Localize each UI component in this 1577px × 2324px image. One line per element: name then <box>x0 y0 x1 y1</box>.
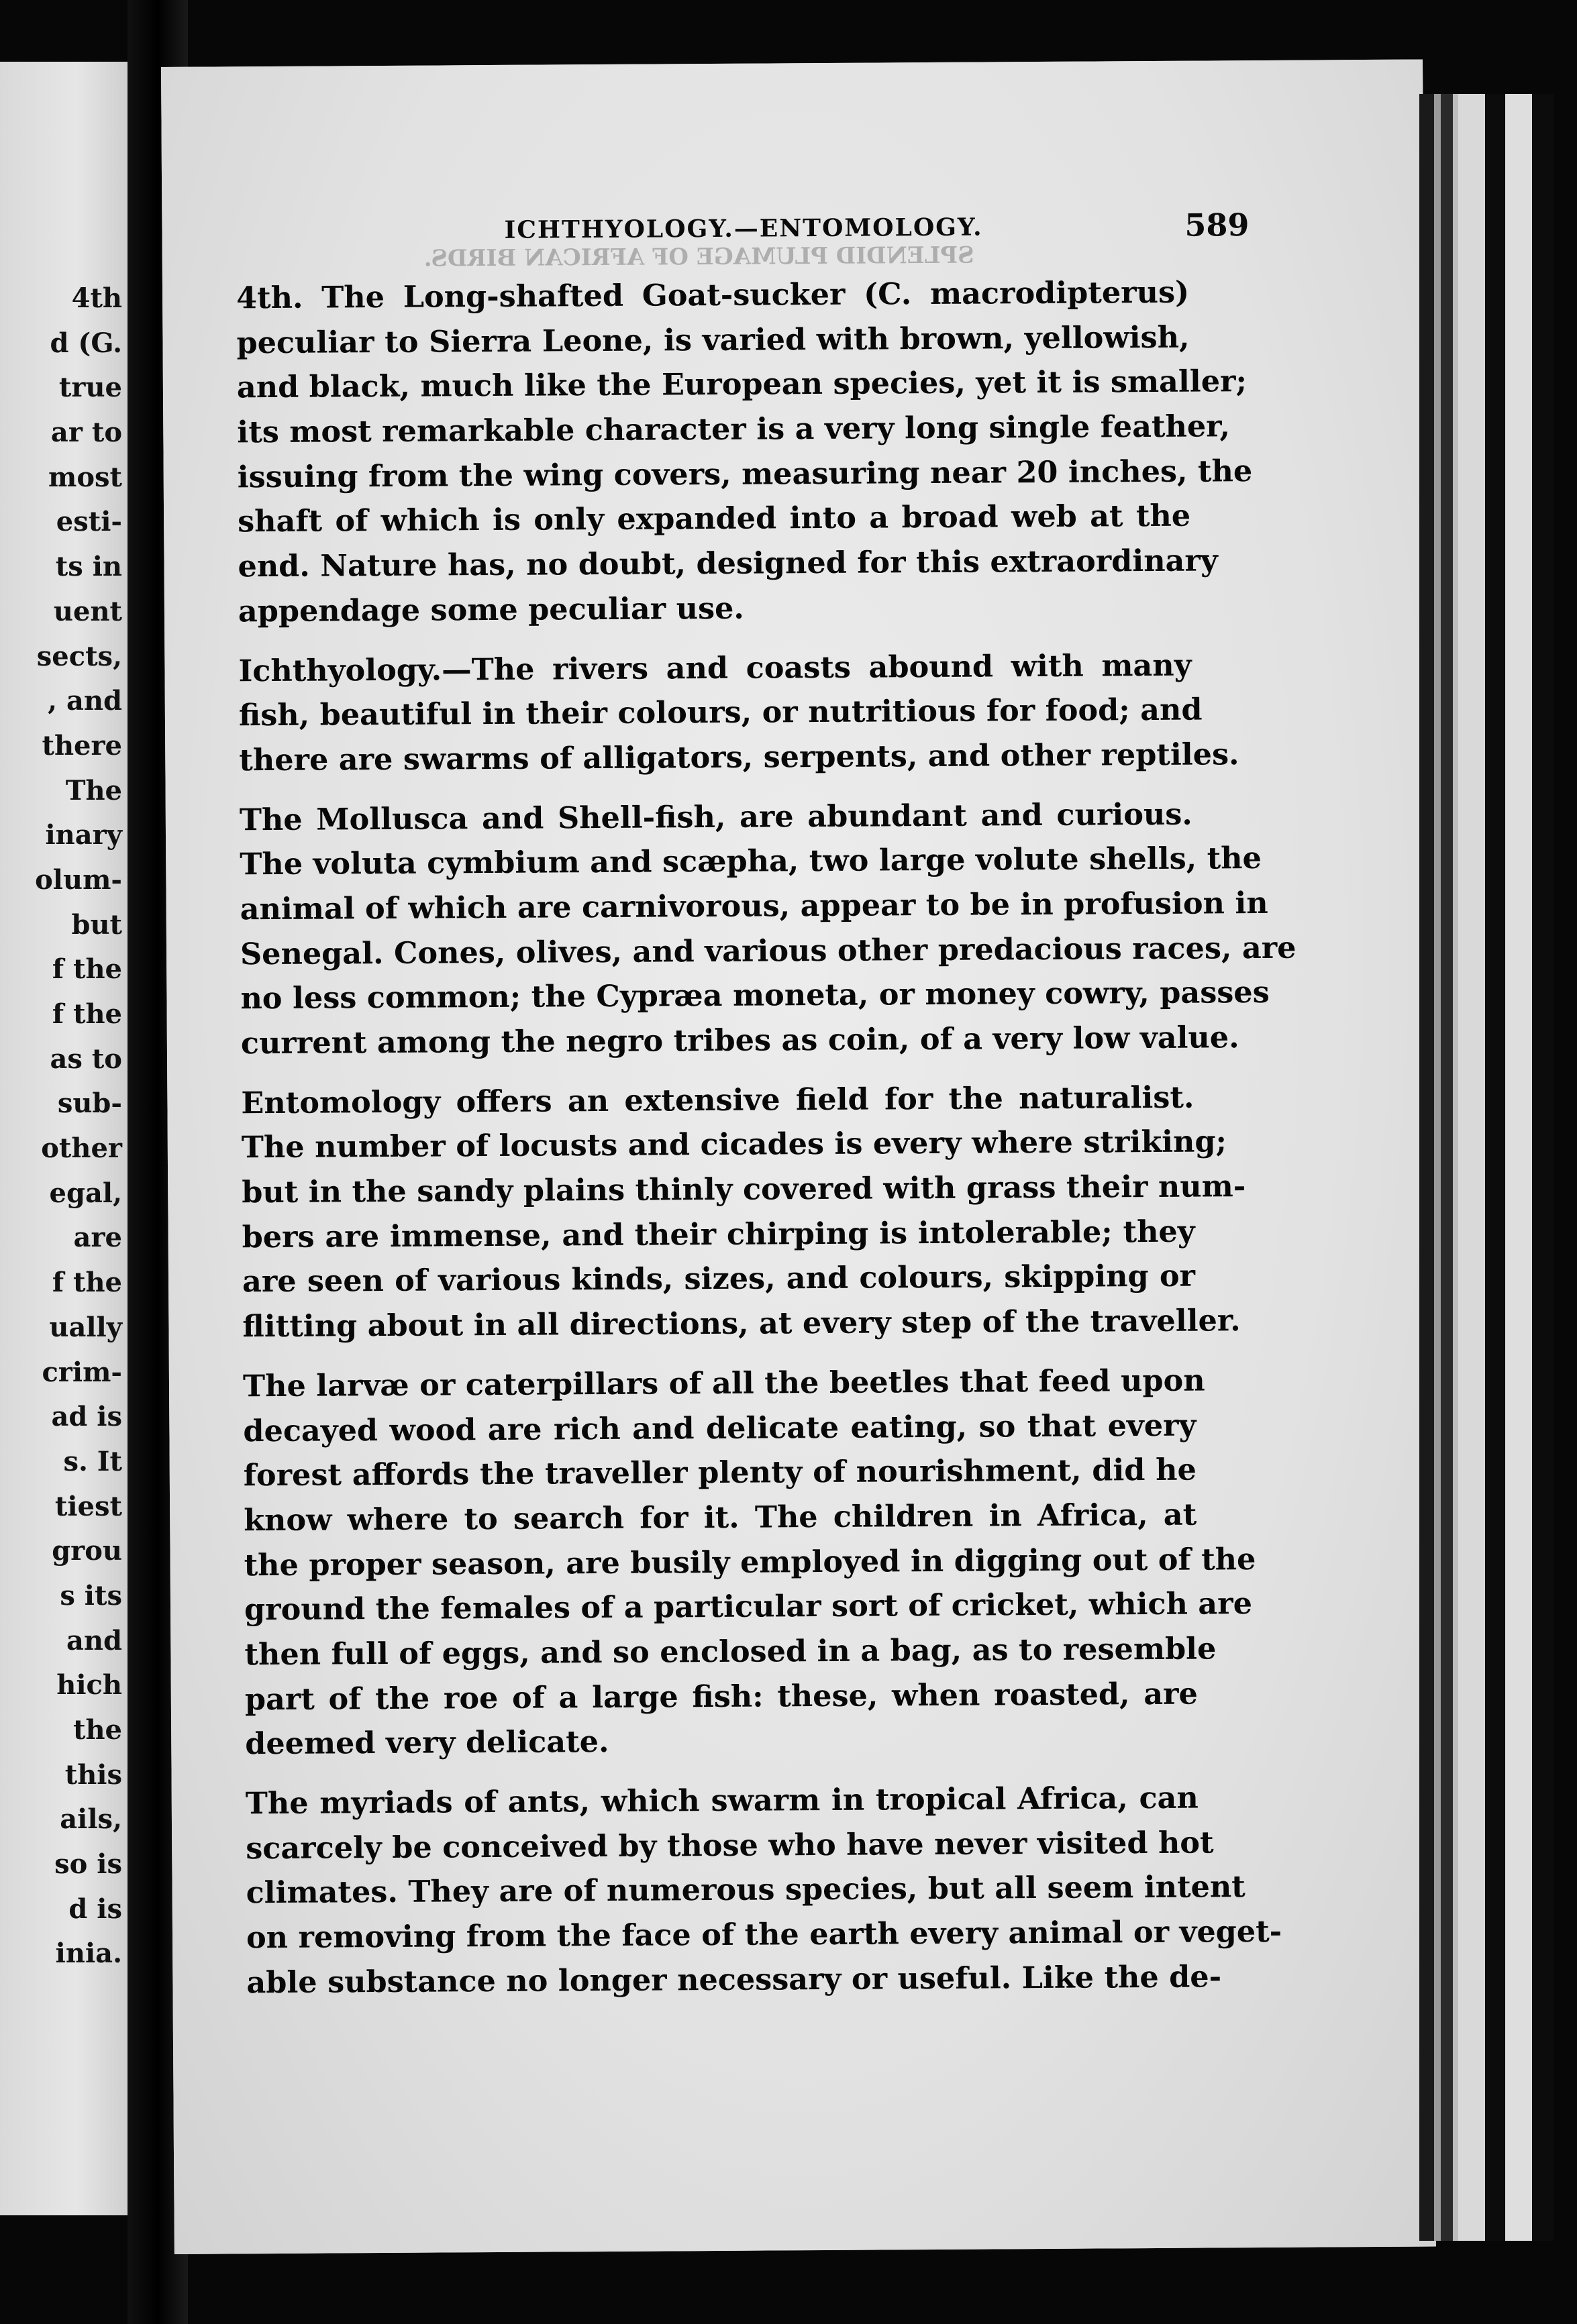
previous-page-fragment: ually <box>49 1311 122 1343</box>
text-line: current among the negro tribes as coin, of a very low value. <box>240 1020 1239 1061</box>
show-through-heading: SPLENDID PLUMAGE OF AFRICAN BIRDS. <box>423 242 974 272</box>
text-line: the proper season, are busily employed in digging out of the <box>244 1541 1256 1583</box>
previous-page-fragment: other <box>41 1132 122 1165</box>
paragraph <box>242 1358 1256 1766</box>
previous-page-line-fragments <box>35 276 122 1976</box>
previous-page-fragment: hich <box>56 1669 122 1701</box>
paragraph <box>245 1776 1282 2005</box>
book-page <box>161 60 1436 2254</box>
text-line: The Mollusca and Shell-fish, are abundant and curious. <box>239 796 1192 837</box>
text-line: Ichthyology.—The rivers and coasts abound with many <box>238 647 1192 688</box>
text-line: its most remarkable character is a very long single feather, <box>237 409 1231 450</box>
previous-page-fragment: grou <box>52 1535 122 1567</box>
previous-page-fragment: this <box>64 1758 122 1791</box>
text-line: know where to search for it. The children in Africa, at <box>244 1497 1197 1538</box>
text-line: issuing from the wing covers, measuring near 20 inches, the <box>237 453 1253 495</box>
text-line: climates. They are of numerous species, but all seem intent <box>246 1869 1245 1911</box>
page-body <box>236 270 1296 2005</box>
text-line: there are swarms of alligators, serpents, and other reptiles. <box>239 737 1239 778</box>
text-line: no less common; the Cypræa moneta, or money cowry, passes <box>240 975 1270 1016</box>
previous-page-fragment: as to <box>50 1043 122 1075</box>
previous-page-fragment: d (G. <box>50 327 122 359</box>
page-number: 589 <box>1184 207 1250 244</box>
text-line: appendage some peculiar use. <box>238 590 745 629</box>
previous-page-fragment: d is <box>68 1893 122 1925</box>
text-line: ground the females of a particular sort of cricket, which are <box>244 1586 1253 1628</box>
previous-page-fragment: inary <box>45 819 122 851</box>
text-line: peculiar to Sierra Leone, is varied with brown, yellowish, <box>236 319 1190 361</box>
text-line: fish, beautiful in their colours, or nutritious for food; and <box>238 692 1203 733</box>
previous-page-fragment: f the <box>52 998 122 1030</box>
text-line: scarcely be conceived by those who have never visited hot <box>246 1825 1214 1866</box>
paragraph <box>241 1075 1246 1349</box>
text-line: end. Nature has, no doubt, designed for this extraordinary <box>238 543 1218 584</box>
previous-page-fragment: f the <box>52 953 122 986</box>
previous-page-fragment: most <box>48 461 122 493</box>
text-line: able substance no longer necessary or useful. Like the de- <box>246 1959 1222 2001</box>
previous-page-fragment: are <box>73 1222 122 1254</box>
text-line: and black, much like the European species, yet it is smaller; <box>236 364 1248 405</box>
text-line: are seen of various kinds, sizes, and colours, skipping or <box>242 1259 1196 1300</box>
text-line: but in the sandy plains thinly covered with grass their num- <box>242 1169 1246 1210</box>
text-line: The voluta cymbium and scæpha, two large volute shells, the <box>240 841 1262 882</box>
previous-page-fragment: 4th <box>71 282 122 314</box>
text-line: decayed wood are rich and delicate eating, so that every <box>243 1408 1197 1448</box>
previous-page-fragment: , and <box>48 685 122 717</box>
page-stack-edges <box>1419 94 1554 2241</box>
previous-page-fragment: tiest <box>54 1490 122 1522</box>
previous-page-fragment: true <box>58 372 122 404</box>
previous-page-fragment: The <box>65 774 122 806</box>
previous-page-fragment: s its <box>60 1579 122 1612</box>
previous-page-fragment: ar to <box>50 417 122 449</box>
previous-page-fragment: esti- <box>56 506 122 538</box>
previous-page-fragment: sub- <box>57 1088 122 1120</box>
running-head: ICHTHYOLOGY.—ENTOMOLOGY. <box>504 213 983 244</box>
text-line: shaft of which is only expanded into a broad web at the <box>237 498 1191 539</box>
previous-page-fragment: s. It <box>63 1445 122 1477</box>
text-line: Senegal. Cones, olives, and various other predacious races, are <box>240 930 1296 971</box>
text-line: then full of eggs, and so enclosed in a bag, as to resemble <box>244 1631 1217 1673</box>
previous-page-fragment: ts in <box>55 551 122 583</box>
text-line: forest affords the traveller plenty of nourishment, did he <box>243 1452 1197 1493</box>
previous-page-fragment: but <box>71 908 122 941</box>
text-line: The myriads of ants, which swarm in tropical Africa, can <box>245 1780 1199 1821</box>
text-line: Entomology offers an extensive field for the naturalist. <box>241 1079 1194 1120</box>
paragraph <box>236 270 1253 634</box>
previous-page-fragment: ails, <box>60 1803 122 1836</box>
text-line: 4th. The Long-shafted Goat-sucker (C. macrodipterus) <box>236 274 1190 316</box>
previous-page-edge <box>0 62 128 2215</box>
previous-page-fragment: sects, <box>36 640 122 672</box>
paragraph <box>239 792 1296 1066</box>
previous-page-fragment: and <box>66 1624 122 1656</box>
text-line: deemed very delicate. <box>245 1724 609 1762</box>
previous-page-fragment: olum- <box>35 863 122 896</box>
text-line: animal of which are carnivorous, appear to be in profusion in <box>240 885 1268 927</box>
previous-page-fragment: egal, <box>49 1177 122 1209</box>
text-line: on removing from the face of the earth every animal or veget- <box>246 1913 1282 1956</box>
previous-page-fragment: so is <box>54 1848 122 1881</box>
previous-page-fragment: inia. <box>55 1938 122 1970</box>
previous-page-fragment: ad is <box>51 1401 122 1433</box>
previous-page-fragment: there <box>42 729 122 761</box>
text-line: The larvæ or caterpillars of all the beetles that feed upon <box>242 1363 1205 1404</box>
paragraph <box>238 643 1239 783</box>
text-line: flitting about in all directions, at every step of the traveller. <box>242 1303 1241 1344</box>
text-line: The number of locusts and cicades is every where striking; <box>241 1124 1227 1165</box>
text-line: bers are immense, and their chirping is intolerable; they <box>242 1214 1195 1255</box>
previous-page-fragment: uent <box>53 595 122 627</box>
text-line: part of the roe of a large fish: these, when roasted, are <box>244 1676 1198 1717</box>
previous-page-fragment: the <box>72 1714 122 1746</box>
previous-page-fragment: crim- <box>42 1356 122 1388</box>
previous-page-fragment: f the <box>52 1267 122 1299</box>
